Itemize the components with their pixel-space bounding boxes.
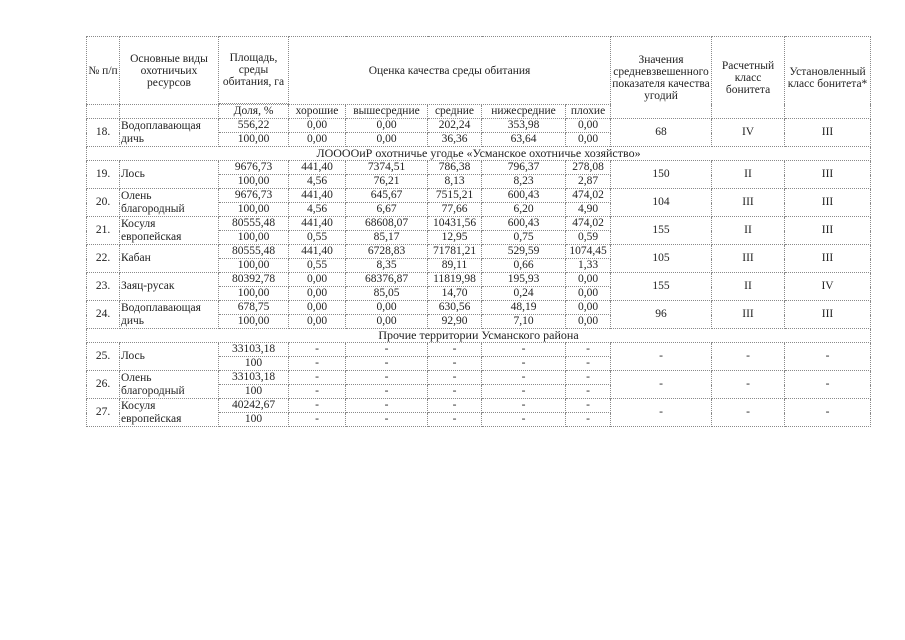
share-cell: 100 xyxy=(219,413,289,427)
share-cell: 100,00 xyxy=(219,231,289,245)
quality-share-cell: - xyxy=(482,385,566,399)
quality-share-cell: 63,64 xyxy=(482,133,566,147)
row-number: 23. xyxy=(87,273,120,301)
row-number: 19. xyxy=(87,161,120,189)
header-q-above: вышесредние xyxy=(346,105,428,119)
quality-area-cell: - xyxy=(482,371,566,385)
quality-area-cell: 600,43 xyxy=(482,217,566,231)
row-number: 27. xyxy=(87,399,120,427)
share-cell: 100,00 xyxy=(219,133,289,147)
quality-share-cell: 0,66 xyxy=(482,259,566,273)
set-class: III xyxy=(785,245,871,273)
weighted-value: 96 xyxy=(611,301,712,329)
species-name: Олень благородный xyxy=(120,371,219,399)
share-cell: 100 xyxy=(219,357,289,371)
quality-area-cell: 10431,56 xyxy=(428,217,482,231)
calc-class: III xyxy=(712,245,785,273)
quality-area-cell: 441,40 xyxy=(289,161,346,175)
quality-area-cell: 0,00 xyxy=(566,273,611,287)
quality-area-cell: - xyxy=(346,399,428,413)
weighted-value: 155 xyxy=(611,273,712,301)
quality-share-cell: 0,00 xyxy=(346,133,428,147)
calc-class: III xyxy=(712,189,785,217)
quality-area-cell: 7515,21 xyxy=(428,189,482,203)
quality-area-cell: 0,00 xyxy=(289,273,346,287)
quality-share-cell: - xyxy=(566,385,611,399)
calc-class: III xyxy=(712,301,785,329)
quality-area-cell: 0,00 xyxy=(566,301,611,315)
quality-share-cell: - xyxy=(566,357,611,371)
quality-share-cell: 4,56 xyxy=(289,203,346,217)
header-weighted: Значения средневзвешенного показателя качества угодий xyxy=(611,37,712,119)
table-body xyxy=(87,37,871,427)
quality-share-cell: 1,33 xyxy=(566,259,611,273)
quality-share-cell: 8,13 xyxy=(428,175,482,189)
share-cell: 100,00 xyxy=(219,259,289,273)
set-class: III xyxy=(785,119,871,147)
table-row xyxy=(87,189,871,203)
quality-share-cell: 14,70 xyxy=(428,287,482,301)
quality-share-cell: 0,00 xyxy=(566,315,611,329)
weighted-value: 150 xyxy=(611,161,712,189)
header-row xyxy=(87,37,871,104)
species-name: Лось xyxy=(120,161,219,189)
header-share: Доля, % xyxy=(219,105,289,119)
quality-share-cell: 85,17 xyxy=(346,231,428,245)
quality-area-cell: 278,08 xyxy=(566,161,611,175)
quality-area-cell: - xyxy=(482,399,566,413)
quality-area-cell: 7374,51 xyxy=(346,161,428,175)
quality-share-cell: - xyxy=(482,413,566,427)
habitat-quality-table xyxy=(86,36,871,427)
quality-share-cell: 4,90 xyxy=(566,203,611,217)
quality-area-cell: 6728,83 xyxy=(346,245,428,259)
calc-class: - xyxy=(712,399,785,427)
table-row xyxy=(87,273,871,287)
quality-area-cell: 796,37 xyxy=(482,161,566,175)
area-cell: 40242,67 xyxy=(219,399,289,413)
quality-area-cell: 441,40 xyxy=(289,189,346,203)
quality-area-cell: - xyxy=(566,399,611,413)
quality-share-cell: - xyxy=(289,357,346,371)
quality-area-cell: 195,93 xyxy=(482,273,566,287)
row-number: 22. xyxy=(87,245,120,273)
quality-area-cell: 353,98 xyxy=(482,119,566,133)
species-name: Косуля европейская xyxy=(120,217,219,245)
quality-share-cell: 0,55 xyxy=(289,259,346,273)
species-name: Лось xyxy=(120,343,219,371)
row-number: 25. xyxy=(87,343,120,371)
row-number: 20. xyxy=(87,189,120,217)
share-cell: 100 xyxy=(219,385,289,399)
quality-share-cell: - xyxy=(428,385,482,399)
quality-share-cell: 0,24 xyxy=(482,287,566,301)
quality-share-cell: 8,23 xyxy=(482,175,566,189)
header-set-class: Установленный класс бонитета* xyxy=(785,37,871,119)
quality-share-cell: - xyxy=(346,385,428,399)
row-number: 26. xyxy=(87,371,120,399)
quality-area-cell: - xyxy=(428,399,482,413)
quality-share-cell: 6,67 xyxy=(346,203,428,217)
quality-share-cell: 0,00 xyxy=(289,315,346,329)
quality-area-cell: - xyxy=(289,343,346,357)
quality-share-cell: 36,36 xyxy=(428,133,482,147)
area-cell: 9676,73 xyxy=(219,161,289,175)
quality-area-cell: 630,56 xyxy=(428,301,482,315)
area-cell: 9676,73 xyxy=(219,189,289,203)
table-row xyxy=(87,399,871,413)
quality-area-cell: - xyxy=(566,343,611,357)
quality-share-cell: 0,00 xyxy=(346,315,428,329)
weighted-value: 105 xyxy=(611,245,712,273)
quality-area-cell: 441,40 xyxy=(289,217,346,231)
quality-share-cell: - xyxy=(428,357,482,371)
quality-area-cell: 71781,21 xyxy=(428,245,482,259)
quality-area-cell: - xyxy=(428,343,482,357)
quality-area-cell: 529,59 xyxy=(482,245,566,259)
quality-share-cell: 92,90 xyxy=(428,315,482,329)
table-row xyxy=(87,161,871,175)
weighted-value: 155 xyxy=(611,217,712,245)
quality-area-cell: 645,67 xyxy=(346,189,428,203)
quality-share-cell: 0,00 xyxy=(289,133,346,147)
quality-area-cell: - xyxy=(566,371,611,385)
section-row xyxy=(87,147,871,161)
document-page xyxy=(86,36,870,427)
quality-area-cell: 48,19 xyxy=(482,301,566,315)
set-class: - xyxy=(785,371,871,399)
set-class: III xyxy=(785,301,871,329)
area-cell: 556,22 xyxy=(219,119,289,133)
weighted-value: 68 xyxy=(611,119,712,147)
header-area: Площадь, среды обитания, га xyxy=(219,37,289,104)
quality-area-cell: 202,24 xyxy=(428,119,482,133)
set-class: III xyxy=(785,161,871,189)
header-species: Основные виды охотничьих ресурсов xyxy=(120,37,219,105)
quality-share-cell: - xyxy=(428,413,482,427)
quality-area-cell: 474,02 xyxy=(566,217,611,231)
weighted-value: - xyxy=(611,399,712,427)
row-number: 24. xyxy=(87,301,120,329)
quality-area-cell: - xyxy=(346,371,428,385)
section-title: ЛООООиР охотничье угодье «Усманское охотничье хозяйство» xyxy=(87,147,871,161)
quality-area-cell: 600,43 xyxy=(482,189,566,203)
quality-area-cell: 441,40 xyxy=(289,245,346,259)
section-title: Прочие территории Усманского района xyxy=(87,329,871,343)
calc-class: - xyxy=(712,371,785,399)
table-row xyxy=(87,371,871,385)
table-row xyxy=(87,343,871,357)
section-row xyxy=(87,329,871,343)
set-class: - xyxy=(785,343,871,371)
set-class: IV xyxy=(785,273,871,301)
quality-area-cell: 68608,07 xyxy=(346,217,428,231)
set-class: III xyxy=(785,189,871,217)
area-cell: 80555,48 xyxy=(219,245,289,259)
quality-share-cell: 77,66 xyxy=(428,203,482,217)
area-cell: 678,75 xyxy=(219,301,289,315)
header-num: № п/п xyxy=(87,37,120,105)
row-number: 18. xyxy=(87,119,120,147)
share-cell: 100,00 xyxy=(219,203,289,217)
quality-share-cell: 12,95 xyxy=(428,231,482,245)
quality-area-cell: - xyxy=(289,399,346,413)
species-name: Водоплавающая дичь xyxy=(120,119,219,147)
quality-share-cell: 89,11 xyxy=(428,259,482,273)
quality-share-cell: 4,56 xyxy=(289,175,346,189)
quality-share-cell: 7,10 xyxy=(482,315,566,329)
row-number: 21. xyxy=(87,217,120,245)
quality-share-cell: 0,00 xyxy=(289,287,346,301)
weighted-value: - xyxy=(611,343,712,371)
quality-area-cell: - xyxy=(428,371,482,385)
calc-class: II xyxy=(712,217,785,245)
table-row xyxy=(87,301,871,315)
quality-share-cell: 0,59 xyxy=(566,231,611,245)
quality-share-cell: - xyxy=(566,413,611,427)
quality-share-cell: 85,05 xyxy=(346,287,428,301)
quality-share-cell: 0,00 xyxy=(566,133,611,147)
quality-area-cell: - xyxy=(289,371,346,385)
quality-share-cell: - xyxy=(482,357,566,371)
quality-area-cell: 0,00 xyxy=(289,301,346,315)
table-row xyxy=(87,245,871,259)
quality-share-cell: 76,21 xyxy=(346,175,428,189)
calc-class: - xyxy=(712,343,785,371)
share-cell: 100,00 xyxy=(219,175,289,189)
calc-class: II xyxy=(712,161,785,189)
quality-share-cell: - xyxy=(346,413,428,427)
quality-area-cell: - xyxy=(346,343,428,357)
quality-share-cell: 0,00 xyxy=(566,287,611,301)
quality-share-cell: - xyxy=(289,385,346,399)
quality-area-cell: 0,00 xyxy=(289,119,346,133)
quality-area-cell: 68376,87 xyxy=(346,273,428,287)
header-q-avg: средние xyxy=(428,105,482,119)
quality-share-cell: 0,75 xyxy=(482,231,566,245)
quality-share-cell: - xyxy=(289,413,346,427)
area-cell: 80555,48 xyxy=(219,217,289,231)
set-class: - xyxy=(785,399,871,427)
species-name: Олень благородный xyxy=(120,189,219,217)
quality-area-cell: 11819,98 xyxy=(428,273,482,287)
area-cell: 33103,18 xyxy=(219,371,289,385)
quality-area-cell: 1074,45 xyxy=(566,245,611,259)
calc-class: II xyxy=(712,273,785,301)
quality-area-cell: - xyxy=(482,343,566,357)
table-row xyxy=(87,119,871,133)
share-cell: 100,00 xyxy=(219,287,289,301)
header-q-bad: плохие xyxy=(566,105,611,119)
area-cell: 80392,78 xyxy=(219,273,289,287)
quality-share-cell: 2,87 xyxy=(566,175,611,189)
share-cell: 100,00 xyxy=(219,315,289,329)
quality-share-cell: 8,35 xyxy=(346,259,428,273)
weighted-value: 104 xyxy=(611,189,712,217)
header-calc-class: Расчетный класс бонитета xyxy=(712,37,785,119)
quality-area-cell: 0,00 xyxy=(346,119,428,133)
header-q-below: нижесредние xyxy=(482,105,566,119)
species-name: Заяц-русак xyxy=(120,273,219,301)
species-name: Косуля европейская xyxy=(120,399,219,427)
quality-area-cell: 0,00 xyxy=(346,301,428,315)
header-quality: Оценка качества среды обитания xyxy=(289,37,611,105)
species-name: Кабан xyxy=(120,245,219,273)
quality-share-cell: 6,20 xyxy=(482,203,566,217)
quality-area-cell: 0,00 xyxy=(566,119,611,133)
table-row xyxy=(87,217,871,231)
quality-area-cell: 474,02 xyxy=(566,189,611,203)
quality-area-cell: 786,38 xyxy=(428,161,482,175)
species-name: Водоплавающая дичь xyxy=(120,301,219,329)
set-class: III xyxy=(785,217,871,245)
quality-share-cell: - xyxy=(346,357,428,371)
quality-share-cell: 0,55 xyxy=(289,231,346,245)
calc-class: IV xyxy=(712,119,785,147)
header-q-good: хорошие xyxy=(289,105,346,119)
area-cell: 33103,18 xyxy=(219,343,289,357)
weighted-value: - xyxy=(611,371,712,399)
